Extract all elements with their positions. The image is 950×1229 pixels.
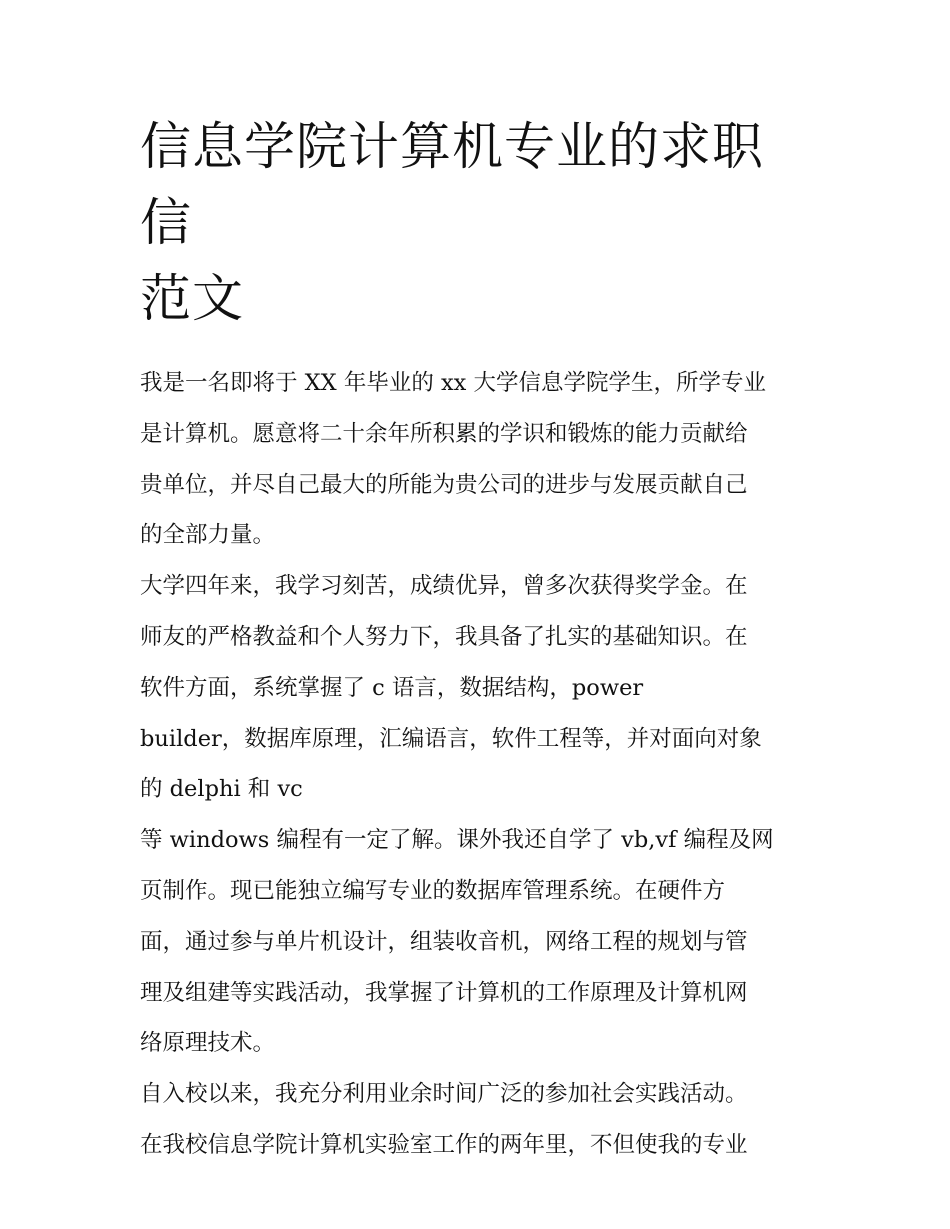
body-line: 络原理技术。 <box>140 1030 276 1057</box>
document-body <box>140 358 812 1171</box>
body-line: 的 delphi 和 vc <box>140 776 303 803</box>
body-line: 等 windows 编程有一定了解。课外我还自学了 vb,vf 编程及网 <box>140 827 774 854</box>
body-line: 理及组建等实践活动，我掌握了计算机的工作原理及计算机网 <box>140 979 748 1006</box>
body-line: 页制作。现已能独立编写专业的数据库管理系统。在硬件方 <box>140 877 726 904</box>
body-line: builder，数据库原理，汇编语言，软件工程等，并对面向对象 <box>140 725 762 752</box>
body-line: 是计算机。愿意将二十余年所积累的学识和锻炼的能力贡献给 <box>140 420 748 447</box>
title-line: 范文 <box>140 270 245 329</box>
document-title <box>140 110 812 338</box>
body-line: 大学四年来，我学习刻苦，成绩优异，曾多次获得奖学金。在 <box>140 573 748 600</box>
body-line: 软件方面，系统掌握了 c 语言，数据结构，power <box>140 674 644 701</box>
body-line: 贵单位，并尽自己最大的所能为贵公司的进步与发展贡献自己 <box>140 471 748 498</box>
body-line: 的全部力量。 <box>140 522 276 549</box>
body-line: 自入校以来，我充分利用业余时间广泛的参加社会实践活动。 <box>140 1081 748 1108</box>
body-line: 师友的严格教益和个人努力下，我具备了扎实的基础知识。在 <box>140 623 748 650</box>
body-line: 我是一名即将于 XX 年毕业的 xx 大学信息学院学生，所学专业 <box>140 370 767 396</box>
title-line: 信息学院计算机专业的求职信 <box>140 118 765 253</box>
body-line: 面，通过参与单片机设计，组装收音机，网络工程的规划与管 <box>140 928 748 955</box>
document-page <box>140 0 812 1171</box>
body-line: 在我校信息学院计算机实验室工作的两年里，不但使我的专业 <box>140 1131 748 1158</box>
